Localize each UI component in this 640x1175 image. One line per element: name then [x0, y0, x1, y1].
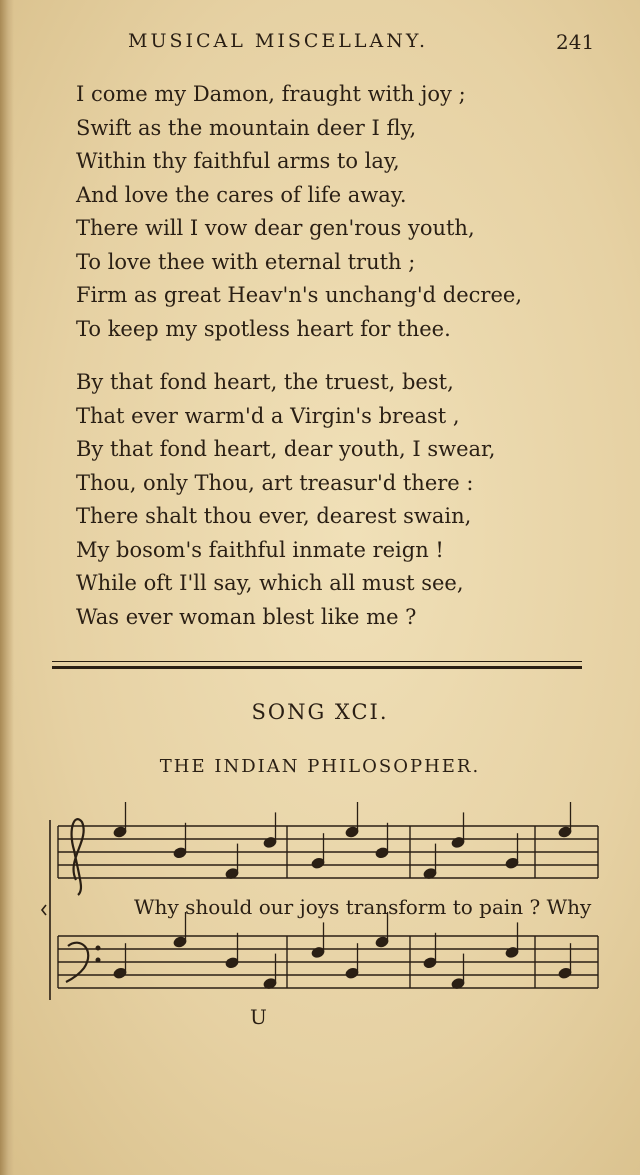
verse-line: And love the cares of life away. — [76, 182, 407, 207]
song-number: SONG XCI. — [251, 700, 389, 724]
brace-icon — [42, 820, 50, 1000]
verse-line: To keep my spotless heart for thee. — [76, 316, 451, 341]
verse-line: There shalt thou ever, dearest swain, — [76, 504, 472, 528]
score-letter: U — [250, 1005, 267, 1029]
verse-line: Thou, only Thou, art treasur'd there : — [76, 470, 474, 495]
treble-clef-icon — [72, 819, 84, 895]
running-title: MUSICAL MISCELLANY. — [128, 30, 429, 52]
verse-line: Was ever woman blest like me ? — [76, 604, 417, 629]
verse-line: Within thy faithful arms to lay, — [76, 149, 400, 173]
verse-line: Firm as great Heav'n's unchang'd decree, — [76, 283, 522, 307]
page-number: 241 — [556, 30, 595, 54]
song-title: THE INDIAN PHILOSOPHER. — [159, 756, 481, 777]
verse-line: I come my Damon, fraught with joy ; — [76, 82, 466, 106]
bass-clef-dot — [96, 946, 100, 950]
verse-line: My bosom's faithful inmate reign ! — [76, 537, 444, 562]
verse-line: By that fond heart, dear youth, I swear, — [76, 437, 496, 461]
verse-line: That ever warm'd a Virgin's breast , — [76, 403, 460, 428]
verse-line: There will I vow dear gen'rous youth, — [76, 216, 475, 240]
verse-line: To love thee with eternal truth ; — [76, 249, 416, 274]
bass-clef-dot — [96, 958, 100, 962]
verse-line: While oft I'll say, which all must see, — [76, 571, 464, 595]
song-lyric-line: Why should our joys transform to pain ? Why — [134, 895, 592, 919]
verse-line: Swift as the mountain deer I fly, — [76, 115, 417, 140]
verse-line: By that fond heart, the truest, best, — [76, 370, 454, 394]
